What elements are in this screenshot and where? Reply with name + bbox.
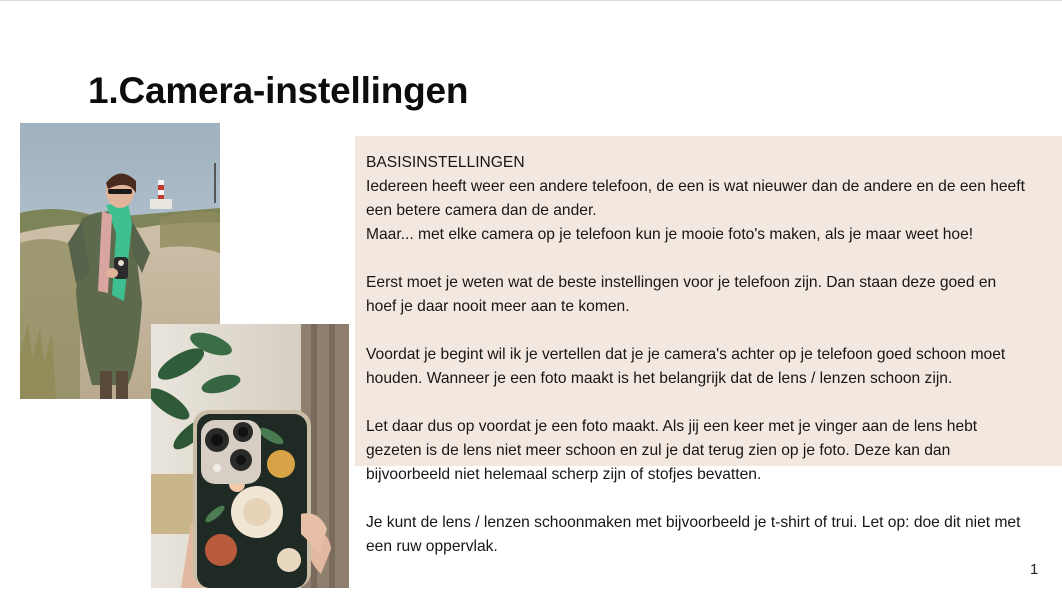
paragraph-1: Iedereen heeft weer een andere telefoon, de een is wat nieuwer dan de andere en de een heeft een betere camera dan de ander. [366,178,1025,219]
paragraph-4: Voordat je begint wil ik je vertellen dat je je camera's achter op je telefoon goed schoon moet houden. Wanneer je een foto maakt is het belangrijk dat de lens / lenzen schoon zijn. [366,346,1006,387]
page-number: 1 [1030,561,1039,578]
top-divider [0,0,1062,1]
page-title: 1.Camera-instellingen [88,70,469,111]
paragraph-6: Je kunt de lens / lenzen schoonmaken met bijvoorbeeld je t-shirt of trui. Let op: doe dit niet met een ruw oppervlak. [366,514,1021,555]
paragraph-2: Maar... met elke camera op je telefoon kun je mooie foto's maken, als je maar weet hoe! [366,226,974,243]
body-text [366,151,1026,559]
paragraph-3: Eerst moet je weten wat de beste instellingen voor je telefoon zijn. Dan staan deze goed en hoef je daar nooit meer aan te komen. [366,274,997,315]
paragraph-5: Let daar dus op voordat je een foto maakt. Als jij een keer met je vinger aan de lens hebt gezeten is de lens niet meer schoon en zul je dat terug zien op je foto. Deze kan dan bijvoorbeeld niet helemaal scherp zijn of stofjes bevatten. [366,418,978,483]
section-heading: BASISINSTELLINGEN [366,154,525,171]
phone-photo [151,324,349,588]
